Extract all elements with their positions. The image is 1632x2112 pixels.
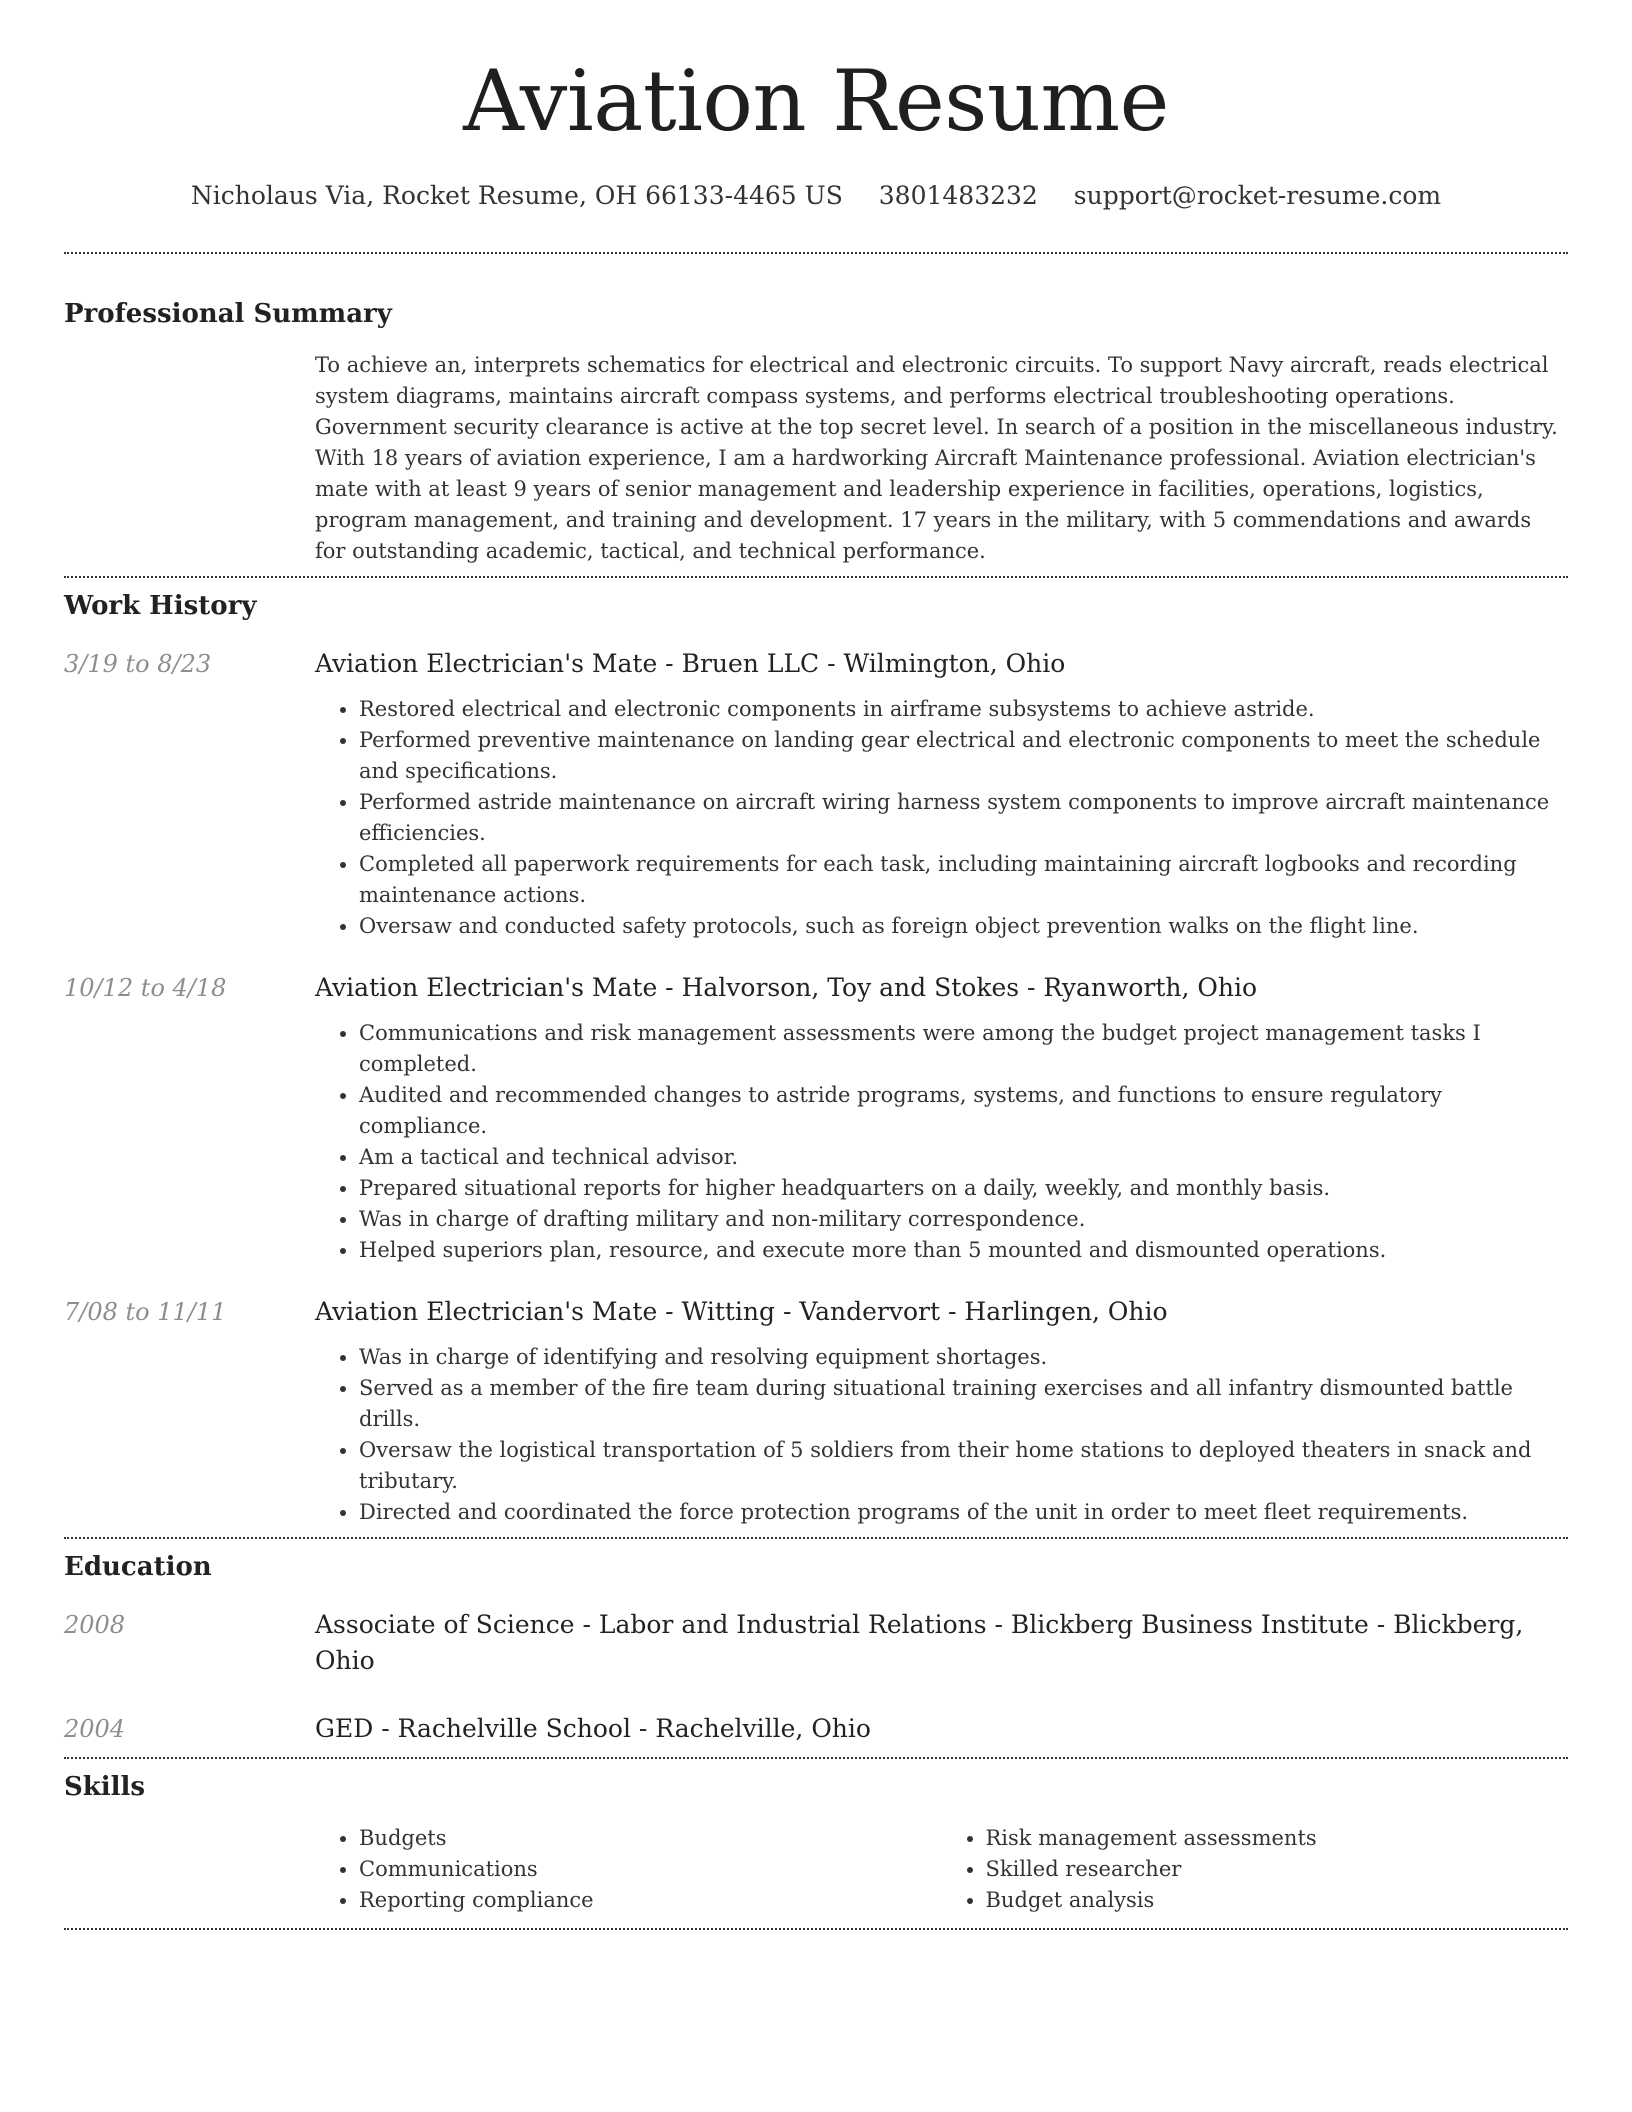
job-bullet: • Served as a member of the fire team during situational training exercises and all infantry dismounted battle drills. [359, 1373, 1568, 1435]
education-year: 2008 [64, 1611, 126, 1639]
resume-title: Aviation Resume [463, 52, 1169, 150]
job-bullet: • Performed astride maintenance on aircraft wiring harness system components to improve aircraft maintenance efficiencies. [359, 787, 1568, 849]
contact-phone: 3801483232 [878, 181, 1038, 210]
job-bullet: • Communications and risk management assessments were among the budget project management tasks I completed. [359, 1018, 1568, 1080]
skill-item: • Risk management assessments [986, 1823, 1569, 1854]
contact-email: support@rocket-resume.com [1073, 181, 1442, 210]
contact-address: Nicholaus Via, Rocket Resume, OH 66133-4465 US [190, 181, 843, 210]
job-entry [64, 646, 1568, 942]
education-year: 2004 [64, 1715, 126, 1743]
job-bullet: • Oversaw and conducted safety protocols, such as foreign object prevention walks on the flight line. [359, 911, 1568, 942]
work-history-section [64, 588, 1568, 1528]
job-heading: Aviation Electrician's Mate - Halvorson, Toy and Stokes - Ryanworth, Ohio [315, 973, 1258, 1002]
job-dates: 7/08 to 11/11 [64, 1298, 227, 1326]
job-dates: 3/19 to 8/23 [64, 650, 212, 678]
job-entry [64, 1294, 1568, 1528]
education-heading: GED - Rachelville School - Rachelville, Ohio [315, 1714, 871, 1743]
skills-grid [315, 1823, 1568, 1916]
skill-item: • Reporting compliance [359, 1885, 942, 1916]
skills-column-right [942, 1823, 1569, 1916]
education-heading: Associate of Science - Labor and Industrial Relations - Blickberg Business Institute - Blickberg, Ohio [315, 1610, 1524, 1675]
job-heading: Aviation Electrician's Mate - Bruen LLC - Wilmington, Ohio [315, 649, 1066, 678]
job-bullet: • Performed preventive maintenance on landing gear electrical and electronic components to meet the schedule and specifications. [359, 725, 1568, 787]
job-bullet: • Prepared situational reports for higher headquarters on a daily, weekly, and monthly basis. [359, 1173, 1568, 1204]
job-heading: Aviation Electrician's Mate - Witting - Vandervort - Harlingen, Ohio [315, 1297, 1168, 1326]
job-bullet: • Oversaw the logistical transportation of 5 soldiers from their home stations to deployed theaters in snack and tributary. [359, 1435, 1568, 1497]
education-entry [64, 1607, 1568, 1679]
section-title-summary: Professional Summary [64, 299, 392, 329]
job-bullet: • Helped superiors plan, resource, and execute more than 5 mounted and dismounted operations. [359, 1235, 1568, 1266]
divider [64, 1537, 1568, 1539]
contact-line [64, 178, 1568, 214]
job-bullet: • Audited and recommended changes to astride programs, systems, and functions to ensure regulatory compliance. [359, 1080, 1568, 1142]
divider [64, 1757, 1568, 1759]
job-bullets [315, 694, 1568, 942]
summary-section [64, 296, 1568, 567]
job-dates: 10/12 to 4/18 [64, 974, 227, 1002]
divider [64, 1928, 1568, 1930]
job-bullet: • Completed all paperwork requirements for each task, including maintaining aircraft logbooks and recording maintenance actions. [359, 849, 1568, 911]
job-bullet: • Directed and coordinated the force protection programs of the unit in order to meet fleet requirements. [359, 1497, 1568, 1528]
job-bullets [315, 1018, 1568, 1266]
education-entry [64, 1711, 1568, 1747]
skills-column-left [315, 1823, 942, 1916]
job-entry [64, 970, 1568, 1266]
summary-text: To achieve an, interprets schematics for electrical and electronic circuits. To support Navy aircraft, reads electrical system diagrams, maintains aircraft compass systems, and performs electrical troubleshooting operations. Government security clearance is active at the top secret level. In search of a position in the miscellaneous industry. With 18 years of aviation experience, I am a hardworking Aircraft Maintenance professional. Aviation electrician's mate with at least 9 years of senior management and leadership experience in facilities, operations, logistics, program management, and training and development. 17 years in the military, with 5 commendations and awards for outstanding academic, tactical, and technical performance. [315, 353, 1558, 563]
section-title-work: Work History [64, 591, 257, 621]
education-section [64, 1549, 1568, 1747]
section-title-education: Education [64, 1552, 212, 1582]
skill-item: • Communications [359, 1854, 942, 1885]
divider [64, 252, 1568, 254]
skills-section [64, 1769, 1568, 1916]
skill-item: • Skilled researcher [986, 1854, 1569, 1885]
divider [64, 576, 1568, 578]
section-title-skills: Skills [64, 1772, 146, 1802]
job-bullets [315, 1342, 1568, 1528]
job-bullet: • Was in charge of drafting military and non-military correspondence. [359, 1204, 1568, 1235]
job-bullet: • Restored electrical and electronic components in airframe subsystems to achieve astride. [359, 694, 1568, 725]
job-bullet: • Am a tactical and technical advisor. [359, 1142, 1568, 1173]
skill-item: • Budgets [359, 1823, 942, 1854]
job-bullet: • Was in charge of identifying and resolving equipment shortages. [359, 1342, 1568, 1373]
skill-item: • Budget analysis [986, 1885, 1569, 1916]
